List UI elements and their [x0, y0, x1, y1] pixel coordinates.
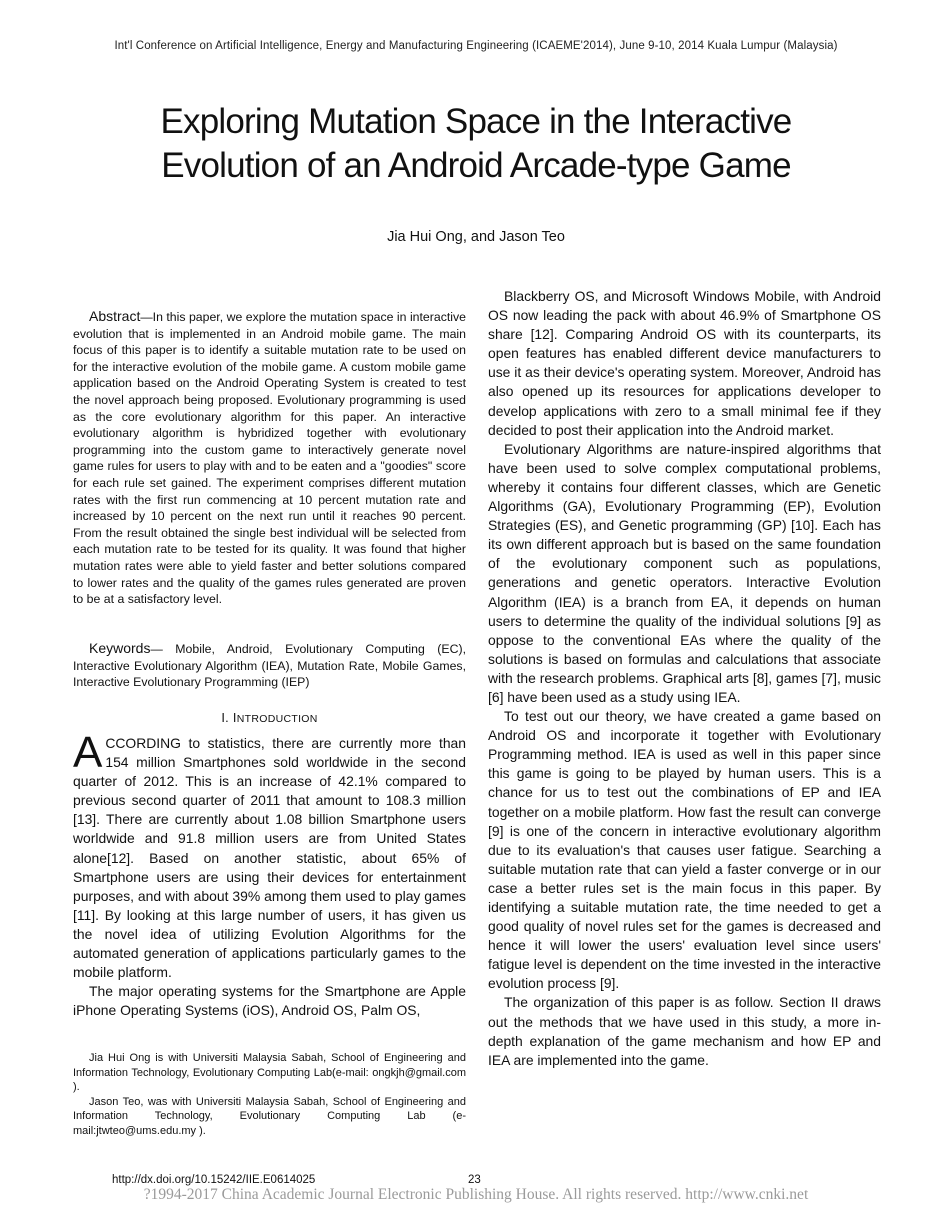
footnote-2: Jason Teo, was with Universiti Malaysia Sabah, School of Engineering and Information Technology, Evolutionary Computing Lab (e-mail:jtwteo@ums.edu.my ). [73, 1095, 466, 1137]
abstract [73, 308, 466, 608]
keywords-label: Keywords [89, 640, 151, 656]
title-line-2: Evolution of an Android Arcade-type Game [161, 146, 791, 185]
keywords-dash: — [150, 642, 163, 656]
section-title-first: I [232, 710, 237, 725]
doi-link[interactable]: http://dx.doi.org/10.15242/IIE.E0614025 [112, 1174, 316, 1186]
footnotes [73, 1051, 466, 1139]
intro-paragraph-1: CCORDING to statistics, there are currently more than 154 million Smartphones sold worldwide in the second quarter of 2012. This is an increase of 42.1% compared to previous second quarter of 2011 that amount to 108.3 million [13]. There are currently about 1.08 billion Smartphone users worldwide and 91.8 million users are from United States alone[12]. Based on another statistic, about 65% of Smartphone users are using their devices for entertainment purposes, and with about 39% among them used to play games [11]. By looking at this large number of users, it has given us the novel idea of utilizing Evolution Algorithms for the automated generation of applications particularly games to the mobile platform. [73, 735, 466, 981]
drop-cap: A [73, 728, 103, 777]
right-paragraph-4: The organization of this paper is as follow. Section II draws out the methods that we have used in this study, a more in-depth explanation of the game mechanism and how EP and IEA are implemented into the game. [488, 994, 881, 1068]
conference-header: Int'l Conference on Artificial Intelligence, Energy and Manufacturing Engineering (ICAEME'2014), June 9-10, 2014 Kuala Lumpur (Malaysia) [114, 40, 838, 52]
abstract-label: Abstract [89, 308, 141, 324]
intro-paragraph-2: The major operating systems for the Smartphone are Apple iPhone Operating Systems (iOS), Android OS, Palm OS, [73, 983, 466, 1019]
right-paragraph-3: To test out our theory, we have created a game based on Android OS and incorporate it together with Evolutionary Programming method. IEA is used as well in this paper since this game is going to be played by human users. This is a chance for us to test out the combinations of EP and IEA together on a mobile platform. How fast the result can converge [9] is one of the concern in interactive evolutionary algorithm due to its evaluation's that causes user fatigue. Searching a suitable mutation rate that can yield a faster converge or in our case a better rules set is the main focus in this paper. By identifying a suitable mutation rate, the time needed to get a good quality of novel rules set for the games is decreased and hence it will lower the users' evaluation level since users' fatigue level is dependent on the time invested in the interactive evolution process [9]. [488, 708, 881, 992]
footnote-1: Jia Hui Ong is with Universiti Malaysia Sabah, School of Engineering and Information Technology, Evolutionary Computing Lab(e-mail: ongkjh@gmail.com ). [73, 1052, 466, 1094]
keywords-text: Mobile, Android, Evolutionary Computing (EC), Interactive Evolutionary Algorithm (IEA), Mutation Rate, Mobile Games, Interactive Evolutionary Programming (IEP) [73, 642, 466, 690]
cnki-watermark: ?1994-2017 China Academic Journal Electronic Publishing House. All rights reserved. http://www.cnki.net [143, 1186, 809, 1203]
right-paragraph-2: Evolutionary Algorithms are nature-inspired algorithms that have been used to solve complex computational problems, whereby it contains four different classes, which are Genetic Algorithms (GA), Evolutionary Programming (EP), Evolution Strategies (ES), and Genetic programming (GP) [10]. Each has its own different approach but is based on the same foundation of the evolutionary component such as populations, generations and genetic operators. Interactive Evolution Algorithm (IEA) is a branch from EA, it depends on human users to determine the quality of the individual solutions [9] as oppose to the conventional EAs where the quality of the solutions is based on formulas and calculations that associate with the research problems. Graphical arts [8], games [7], music [6] have been used as a study using IEA. [488, 440, 881, 705]
introduction-body [73, 728, 466, 1020]
abstract-dash: — [140, 310, 153, 324]
right-paragraph-1: Blackberry OS, and Microsoft Windows Mobile, with Android OS now leading the pack with about 46.9% of Smartphone OS share [12]. Comparing Android OS with its counterparts, its open features has enabled different device manufacturers to use it as their device's operating system. Moreover, Android has also opened up its resources for applications developer to develop applications with zero to a small minimal fee if they decided to post their application into the Android market. [488, 288, 881, 438]
section-title-rest: NTRODUCTION [236, 713, 318, 725]
abstract-text: In this paper, we explore the mutation space in interactive evolution that is implemented in an Android mobile game. The main focus of this paper is to identify a suitable mutation rate to be used on for the interactive evolution of the mobile game. A custom mobile game application based on the Android Operating System is created to test the novel approach being proposed. Evolutionary programming is used as the core evolutionary algorithm for this paper. An interactive evolutionary algorithm is hybridized together with evolutionary programming into the custom game to interactively generate novel game rules for users to play with and to be eaten and a "goodies" score for each rule set gained. The experiment comprises different mutation rates with the first run commencing at 10 percent mutation rate and increased by 10 percent on the next run until it reaches 90 percent. From the result obtained the single best individual will be selected from each mutation rate to be tested for its quality. It was found that higher mutation rates were able to yield faster and better solutions compared to lower rates and the quality of the games rules generated are proven to be at a satisfactory level. [73, 310, 466, 607]
paper-title [60, 100, 892, 188]
title-line-1: Exploring Mutation Space in the Interactive [160, 102, 792, 141]
authors: Jia Hui Ong, and Jason Teo [387, 229, 565, 245]
section-heading-introduction [73, 710, 466, 725]
page-number: 23 [468, 1174, 481, 1186]
section-number: I. [221, 710, 233, 725]
right-column [488, 287, 881, 1070]
keywords [73, 640, 466, 691]
